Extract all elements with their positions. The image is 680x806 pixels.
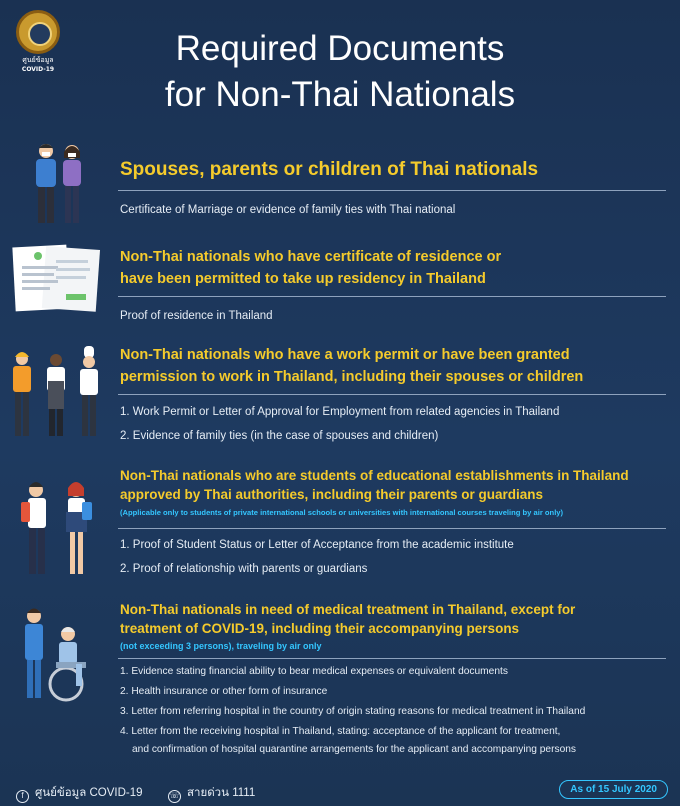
section-heading [120,344,672,388]
list-item: Certificate of Marriage or evidence of family ties with Thai national [120,204,456,216]
heading-line: approved by Thai authorities, including their parents or guardians [120,487,544,502]
section-work-permit [0,342,680,452]
logo-caption-en: COVID-19 [21,66,55,73]
heading-line: Spouses, parents or children of Thai nationals [120,159,539,180]
date-badge: As of 15 July 2020 [559,780,668,799]
heading-line: permission to work in Thailand, including their spouses or children [120,369,584,385]
hotline-link[interactable] [168,784,255,803]
divider [118,658,666,659]
facebook-icon: f [16,790,29,803]
heading-line: have been permitted to take up residency in Thailand [120,271,486,287]
divider [118,296,666,297]
section-medical [0,596,680,772]
heading-line: Non-Thai nationals who have certificate of residence or [120,249,502,265]
section-family [0,140,680,230]
section-heading [120,466,672,504]
couple-illustration-icon [6,140,106,228]
footer [0,774,680,806]
phone-icon: ☏ [168,790,181,803]
section-heading [120,600,672,638]
facebook-link[interactable] [16,784,143,803]
list-item: Proof of residence in Thailand [120,310,273,322]
list-item: 3. Letter from referring hospital in the country of origin stating reasons for medical treatment in Thailand [120,706,586,717]
list-item: 1. Work Permit or Letter of Approval for Employment from related agencies in Thailand [120,406,560,418]
section-heading [120,158,672,182]
section-note: (Applicable only to students of private international schools or universities with international courses traveling by air only) [120,508,564,517]
header [0,0,680,130]
section-heading [120,246,672,290]
divider [118,528,666,529]
medical-illustration-icon [6,604,106,704]
list-item: 4. Letter from the receiving hospital in Thailand, stating: acceptance of the applicant for treatment, [120,726,561,737]
workers-illustration-icon [6,344,106,444]
title-line-1: Required Documents [175,29,505,68]
divider [118,190,666,191]
list-item: 2. Evidence of family ties (in the case of spouses and children) [120,430,439,442]
students-illustration-icon [6,472,106,580]
list-item: 1. Proof of Student Status or Letter of Acceptance from the academic institute [120,539,514,551]
section-students [0,462,680,586]
list-item: 2. Proof of relationship with parents or guardians [120,563,368,575]
section-residency [0,240,680,330]
list-item: 2. Health insurance or other form of insurance [120,686,328,697]
list-item: 1. Evidence stating financial ability to bear medical expenses or equivalent documents [120,666,508,677]
hotline-label: สายด่วน 1111 [187,787,256,799]
heading-line: Non-Thai nationals who are students of educational establishments in Thailand [120,468,629,483]
heading-line: treatment of COVID-19, including their accompanying persons [120,621,520,636]
divider [118,394,666,395]
section-note: (not exceeding 3 persons), traveling by air only [120,641,322,651]
list-item: and confirmation of hospital quarantine arrangements for the applicant and accompanying persons [132,744,576,755]
documents-illustration-icon [6,240,106,314]
heading-line: Non-Thai nationals in need of medical treatment in Thailand, except for [120,602,576,617]
heading-line: Non-Thai nationals who have a work permit or have been granted [120,347,570,363]
facebook-label: ศูนย์ข้อมูล COVID-19 [35,787,143,799]
logo-caption-thai: ศูนย์ข้อมูล [22,56,54,64]
page-title [0,26,680,118]
title-line-2: for Non-Thai Nationals [164,75,516,114]
